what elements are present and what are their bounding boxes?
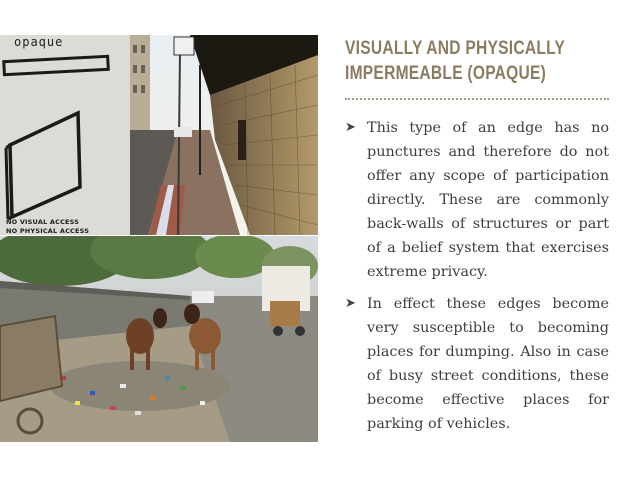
bullet-list	[345, 116, 609, 444]
bullet-item	[345, 292, 609, 436]
cows-photo-drawing	[0, 236, 318, 442]
opaque-wall-sketch-image	[0, 35, 130, 235]
street-wall-photo	[130, 35, 318, 235]
sketch-title: opaque	[14, 35, 64, 49]
sketch-label-physical: NO PHYSICAL ACCESS	[6, 227, 90, 235]
bullet-item	[345, 116, 609, 284]
heading-line-2: IMPERMEABLE (OPAQUE)	[345, 63, 547, 84]
dumping-cows-photo	[0, 236, 318, 442]
bullet-text: This type of an edge has no punctures and therefore do not offer any scope of participation directly. These are commonly back-walls of structures or part of a belief system that exercises extreme privacy.	[367, 120, 609, 280]
sketch-label-visual: NO VISUAL ACCESS	[6, 218, 80, 226]
sketch-drawing	[0, 35, 130, 235]
arrow-bullet-icon: ➤	[345, 296, 356, 311]
heading-divider	[345, 98, 609, 100]
bullet-text: In effect these edges become very susceptible to becoming places for dumping. Also in case of busy street conditions, these become effective places for parking of vehicles.	[367, 296, 609, 432]
slide-heading	[345, 36, 566, 86]
heading-line-1: VISUALLY AND PHYSICALLY	[345, 38, 566, 59]
street-photo-drawing	[130, 35, 318, 235]
arrow-bullet-icon: ➤	[345, 120, 356, 135]
